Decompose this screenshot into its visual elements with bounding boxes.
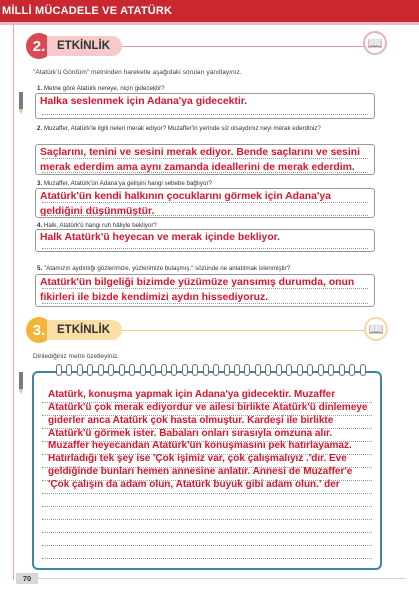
page-header xyxy=(0,0,419,22)
activity-3-badge xyxy=(26,317,122,343)
ring xyxy=(339,364,345,376)
ring xyxy=(213,364,219,376)
ring xyxy=(140,364,146,376)
summary-text: Atatürk, konuşma yapmak için Adana'ya gidecektir. Muzaffer Atatürk'ü çok merak ediyordur ve ailesi birlikte Atatürk'ü dinlemeye giderler anca Atatürk çok hasta olmuştur. Kardeşi ile birlikte Atatürk'ü görmek ister. Babaları onları sırasıyla omzuna alır. Muzaffer heyecandan Atatürk'ün konuşmasını pek hatırlayamaz. Hatırladığı tek şey ise 'Çok işimiz var, çok çalışmalıyız .'dır. Eve geldiğinde bunları hemen annesine anlatır. Annesi de Muzaffer'e 'Çok çalışın da adam olun, Atatürk buyuk gibi adam olun.' der xyxy=(48,389,368,490)
activity-2-label: ETKİNLİK xyxy=(47,36,122,56)
ring xyxy=(360,364,366,376)
question-5: 5. "Atamızın aydınlığı gözlerimize, yüzlerimize bulaşmış." sözünde ne anlatılmak istenmiştir? xyxy=(37,265,291,272)
ring xyxy=(56,364,62,376)
activity-2-badge xyxy=(26,33,122,59)
ring xyxy=(171,364,177,376)
ring xyxy=(98,364,104,376)
ring xyxy=(286,364,292,376)
ring xyxy=(349,364,355,376)
answer-line xyxy=(42,215,368,216)
answer-line xyxy=(42,202,368,203)
ring xyxy=(192,364,198,376)
activity-3-band xyxy=(80,330,370,331)
notebook-line xyxy=(42,519,372,520)
answer-box-3[interactable] xyxy=(35,188,375,218)
question-1: 1. Metne göre Atatürk nereye, niçin gidecektir? xyxy=(37,85,165,92)
ring xyxy=(150,364,156,376)
activity-3-number: 3. xyxy=(26,317,52,343)
pencil-icon xyxy=(18,372,24,394)
left-margin-rule xyxy=(13,24,14,580)
footer-rule xyxy=(38,578,406,579)
ring xyxy=(224,364,230,376)
answer-box-4[interactable] xyxy=(35,229,375,252)
answer-box-2[interactable] xyxy=(35,144,375,175)
question-2: 2. Muzaffer, Atatürk'le ilgili neleri merak ediyor? Muzaffer'in yerinde siz olsaydınız neyi merak ederdiniz? xyxy=(37,125,321,132)
ring xyxy=(203,364,209,376)
ring xyxy=(87,364,93,376)
answer-4: Halk Atatürk'ü heyecan ve merak içinde bekliyor. xyxy=(40,232,281,243)
answer-1: Halka seslenmek için Adana'ya gidecektir. xyxy=(40,96,248,107)
answer-box-5[interactable] xyxy=(35,274,375,307)
ring xyxy=(66,364,72,376)
notebook-line xyxy=(42,532,372,533)
ring xyxy=(182,364,188,376)
notebook-line xyxy=(42,545,372,546)
open-book-icon: 📖 xyxy=(364,317,388,341)
question-3: 3. Muzaffer, Atatürk'ün Adana'ya gelişini hangi sebebe bağlıyor? xyxy=(37,180,212,187)
answer-line xyxy=(42,303,368,304)
ring xyxy=(255,364,261,376)
notebook-line xyxy=(42,493,372,494)
answer-line xyxy=(42,288,368,289)
ring xyxy=(77,364,83,376)
ring xyxy=(244,364,250,376)
ring xyxy=(265,364,271,376)
activity-2-instruction: "Atatürk'ü Gördüm" metninden hareketle aşağıdaki soruları yanıtlayınız. xyxy=(33,69,242,76)
page-number: 70 xyxy=(16,573,38,584)
answer-3: Atatürk'ün kendi halkının çocuklarını görmek için Adana'ya geldiğini düşünmüştür. xyxy=(40,191,331,217)
answer-2: Saçlarını, tenini ve sesini merak ediyor. Bende saçlarını ve sesini merak ederdim ama aynı zamanda ideallerini de merak ederdim. xyxy=(40,147,360,173)
ring xyxy=(161,364,167,376)
ring xyxy=(119,364,125,376)
ring xyxy=(276,364,282,376)
question-4: 4. Halk, Atatürk'ü hangi ruh hâliyle bekliyor? xyxy=(37,222,157,229)
answer-line xyxy=(42,114,368,115)
activity-2-number: 2. xyxy=(26,33,52,59)
unit-title: MİLLİ MÜCADELE VE ATATÜRK xyxy=(2,5,173,17)
notebook-line xyxy=(42,558,372,559)
header-strip xyxy=(0,22,419,25)
open-book-icon: 📖 xyxy=(363,31,387,55)
ring xyxy=(328,364,334,376)
answer-line xyxy=(42,158,368,159)
answer-line xyxy=(42,248,368,249)
ring xyxy=(108,364,114,376)
ring xyxy=(307,364,313,376)
ring xyxy=(318,364,324,376)
answer-line xyxy=(42,172,368,173)
notebook-line xyxy=(42,506,372,507)
ring xyxy=(129,364,135,376)
answer-box-1[interactable] xyxy=(35,93,375,119)
ring xyxy=(234,364,240,376)
answer-5: Atatürk'ün bilgeliği bizimde yüzümüze yansımış durumda, onun fikirleri ile bizde kendimizi aydın hissediyoruz. xyxy=(40,277,355,303)
spiral-binding xyxy=(56,364,366,378)
ring xyxy=(297,364,303,376)
pencil-icon xyxy=(18,92,24,114)
activity-3-instruction: Dinlediğiniz metni özetleyiniz. xyxy=(33,353,120,360)
activity-2-band xyxy=(80,46,370,47)
activity-3-label: ETKİNLİK xyxy=(47,320,122,340)
summary-notebook[interactable] xyxy=(32,371,382,570)
